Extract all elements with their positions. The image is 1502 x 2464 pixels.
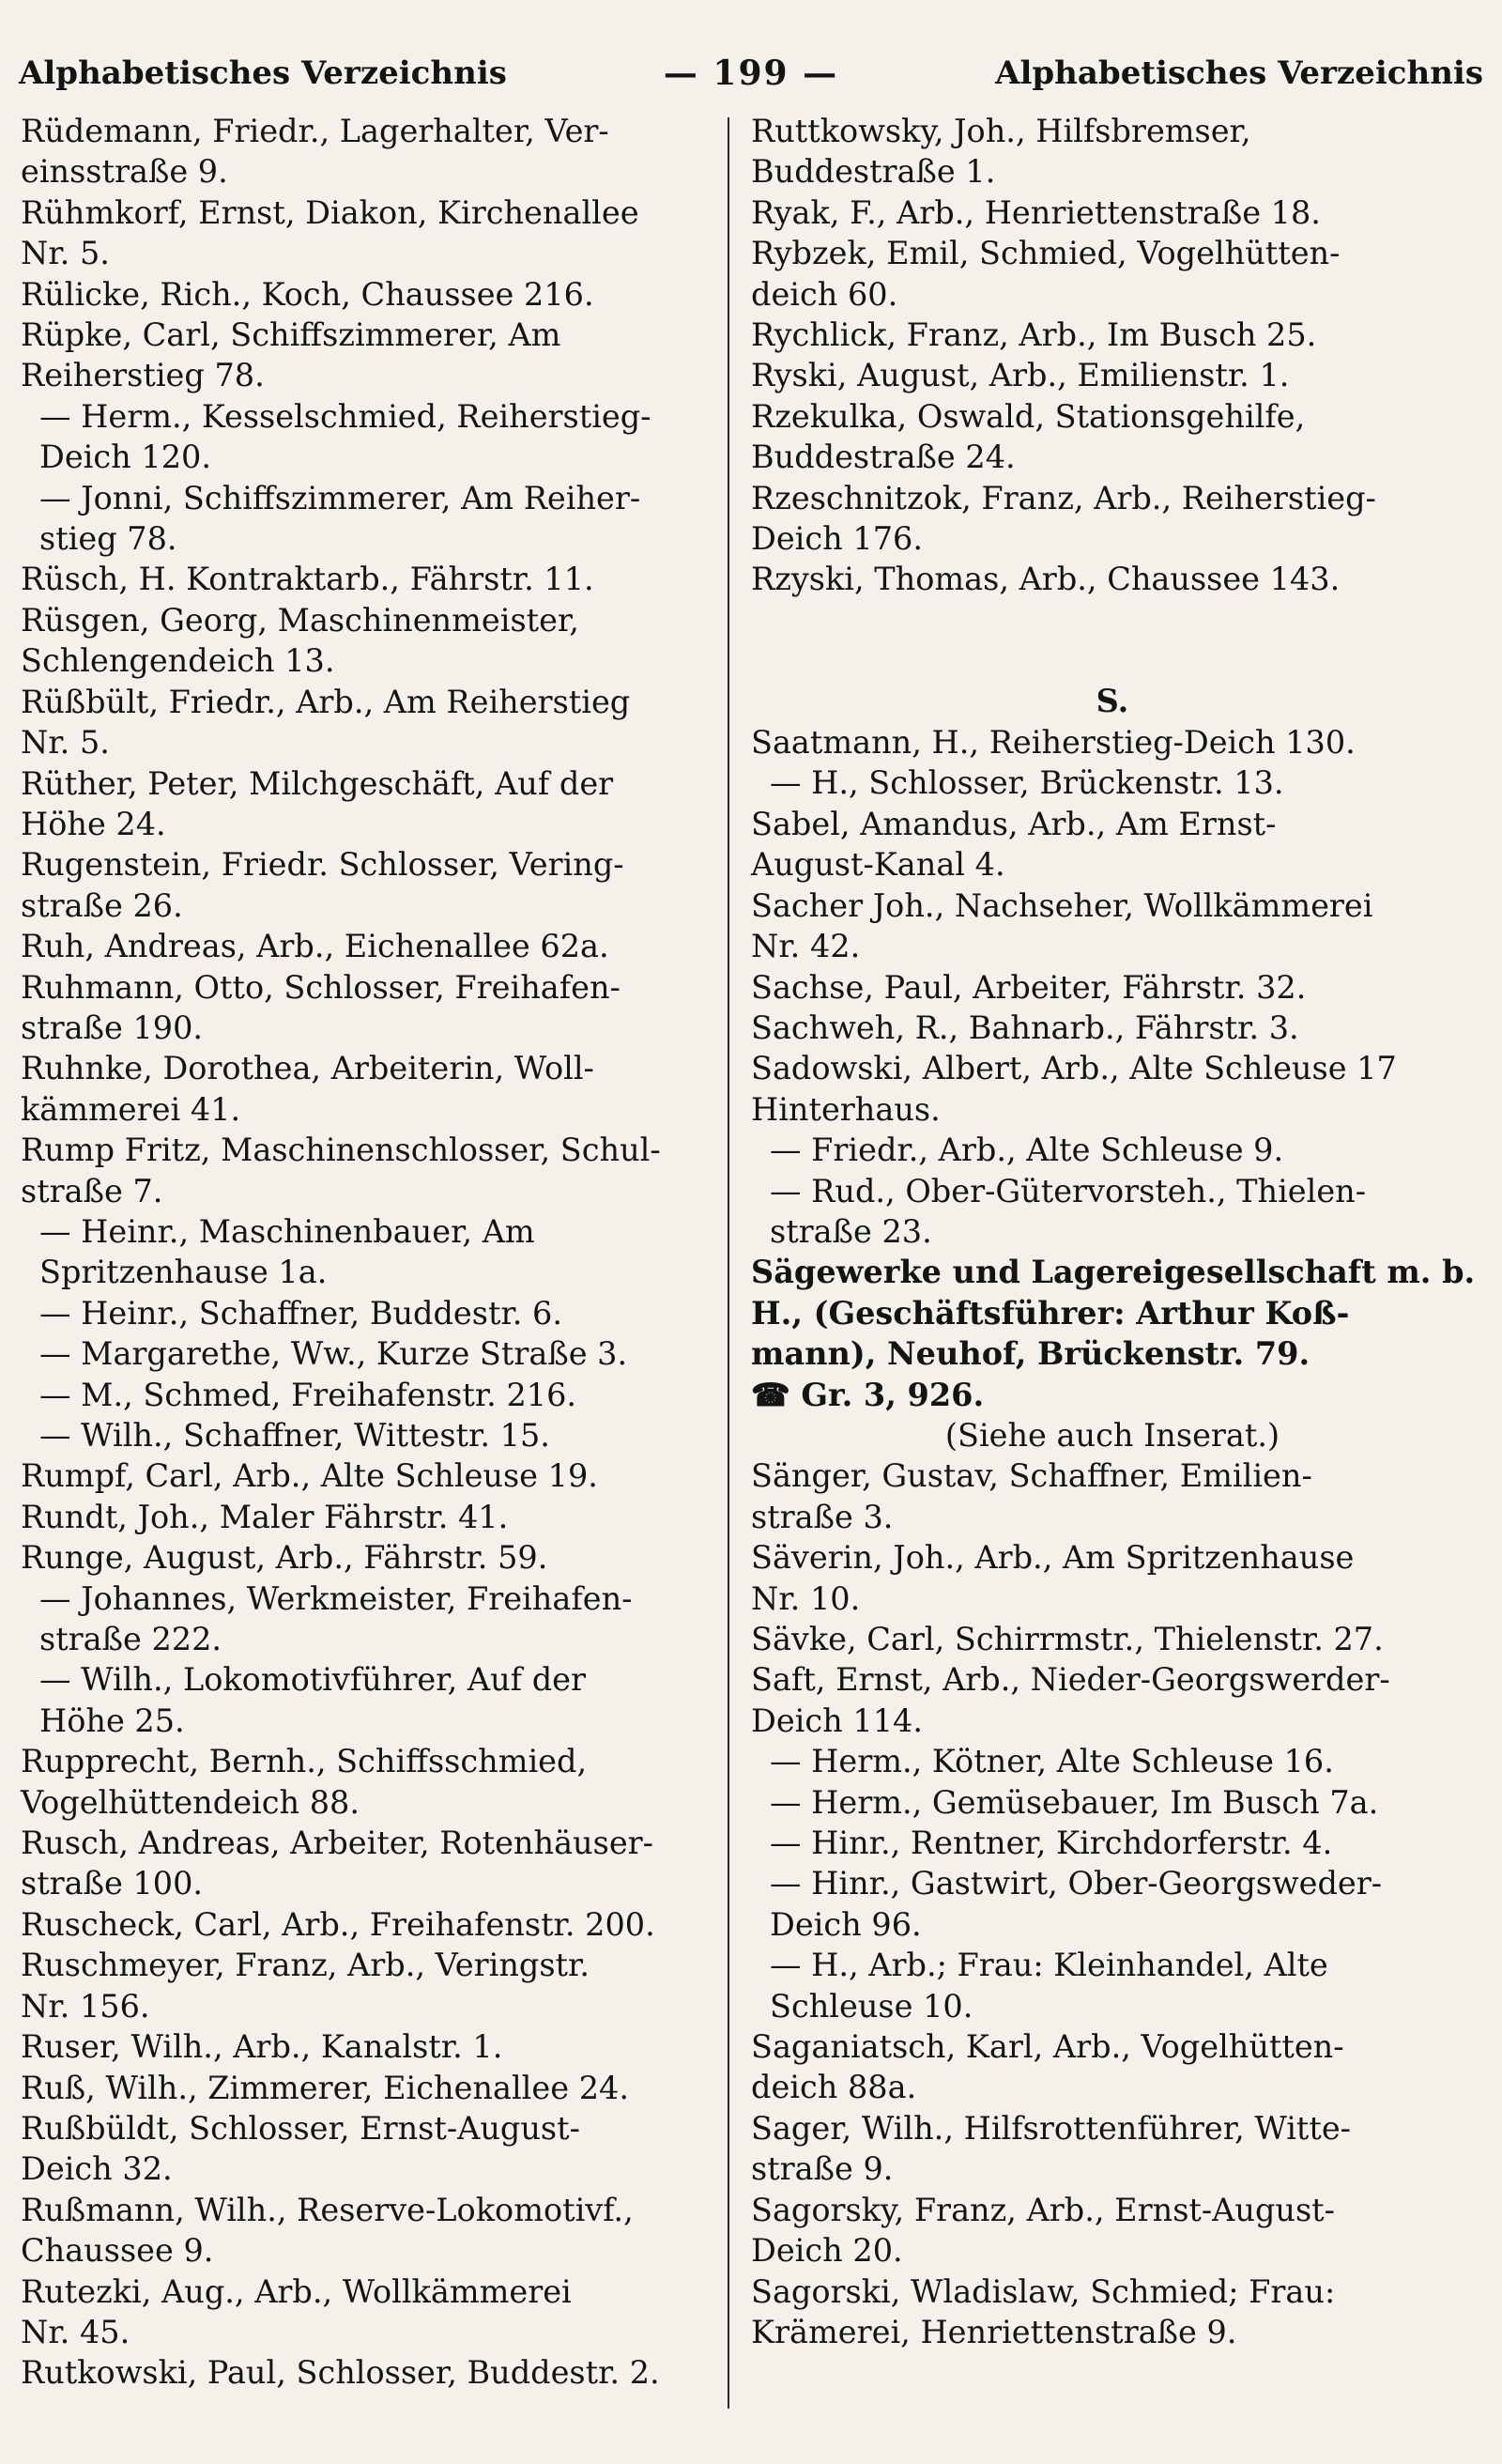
entry-line: Saganiatsch, Karl, Arb., Vogelhütten-	[751, 2028, 1344, 2066]
entry-line: Rundt, Joh., Maler Fährstr. 41.	[21, 1498, 509, 1535]
entry-line: deich 88a.	[751, 2069, 917, 2106]
entry-line: Ryski, August, Arb., Emilienstr. 1.	[751, 357, 1290, 394]
entry-line: Spritzenhause 1a.	[39, 1254, 328, 1291]
entry-line: Nr. 45.	[21, 2313, 130, 2350]
entry-line: Deich 32.	[21, 2150, 173, 2188]
directory-entry	[21, 600, 713, 682]
directory-entry	[751, 1455, 1474, 1537]
directory-entry	[21, 1659, 713, 1741]
directory-entry	[21, 1945, 713, 2026]
entry-line: Rzyski, Thomas, Arb., Chaussee 143.	[751, 561, 1341, 598]
directory-entry	[21, 682, 713, 763]
entry-line: Rüther, Peter, Milchgeschäft, Auf der	[21, 764, 614, 802]
entry-line: straße 190.	[21, 1009, 204, 1046]
advert-line: Sägewerke und Lagereigesellschaft m. b.	[751, 1254, 1476, 1291]
entry-line: Rühmkorf, Ernst, Diakon, Kirchenallee	[21, 193, 639, 231]
directory-entry	[21, 1537, 713, 1578]
directory-entry	[21, 1130, 713, 1211]
entry-line: Deich 176.	[751, 520, 923, 558]
directory-entry	[751, 1619, 1474, 1659]
directory-entry	[751, 967, 1474, 1008]
entry-line: Saft, Ernst, Arb., Nieder-Georgswerder-	[751, 1661, 1390, 1699]
directory-entry	[21, 2190, 713, 2272]
directory-entry	[21, 967, 713, 1049]
entry-line: Sager, Wilh., Hilfsrottenführer, Witte-	[751, 2109, 1352, 2147]
entry-line: Rüsch, H. Kontraktarb., Fährstr. 11.	[21, 561, 594, 598]
right-column	[751, 111, 1474, 2352]
directory-entry	[751, 233, 1474, 315]
entry-line: Ruhnke, Dorothea, Arbeiterin, Woll-	[21, 1050, 594, 1087]
entry-line: Runge, August, Arb., Fährstr. 59.	[21, 1539, 548, 1577]
entry-line: Höhe 25.	[39, 1702, 185, 1739]
directory-entry	[21, 1211, 713, 1293]
entry-line: einsstraße 9.	[21, 153, 228, 191]
entry-line: stieg 78.	[39, 520, 177, 558]
entry-line: Vogelhüttendeich 88.	[21, 1783, 360, 1821]
entry-line: Sagorski, Wladislaw, Schmied; Frau:	[751, 2272, 1336, 2310]
entry-line: straße 3.	[751, 1498, 894, 1535]
entry-line: Nr. 10.	[751, 1579, 861, 1617]
entry-line: Chaussee 9.	[21, 2232, 214, 2270]
entry-line: — Friedr., Arb., Alte Schleuse 9.	[770, 1132, 1284, 1169]
entry-line: Nr. 42.	[751, 928, 861, 965]
entry-line: Rußbüldt, Schlosser, Ernst-August-	[21, 2109, 580, 2147]
entry-line: — H., Arb.; Frau: Kleinhandel, Alte	[770, 1947, 1328, 1984]
header-left-title: Alphabetisches Verzeichnis	[19, 54, 507, 92]
entry-line: straße 100.	[21, 1865, 204, 1902]
directory-entry	[21, 1415, 713, 1455]
entry-line: deich 60.	[751, 275, 898, 313]
entry-line: Sävke, Carl, Schirrmstr., Thielenstr. 27.	[751, 1621, 1384, 1657]
spacer	[751, 600, 1474, 640]
entry-line: — Hinr., Gastwirt, Ober-Georgsweder-	[770, 1865, 1383, 1902]
directory-entry	[751, 1863, 1474, 1945]
directory-entry	[21, 559, 713, 599]
entry-line: Höhe 24.	[21, 805, 166, 842]
entry-line: Buddestraße 1.	[751, 153, 996, 191]
entry-line: Nr. 5.	[21, 235, 110, 272]
directory-entry	[21, 274, 713, 315]
directory-entry	[21, 2026, 713, 2067]
entry-line: Rüsgen, Georg, Maschinenmeister,	[21, 601, 579, 639]
entry-line: Säverin, Joh., Arb., Am Spritzenhause	[751, 1539, 1355, 1577]
directory-entry	[21, 1333, 713, 1374]
directory-entry	[751, 1945, 1474, 2026]
directory-entry	[751, 478, 1474, 560]
directory-entry	[21, 2108, 713, 2190]
entry-line: Rutezki, Aug., Arb., Wollkämmerei	[21, 2272, 572, 2310]
directory-entry	[751, 1782, 1474, 1823]
entry-line: straße 9.	[751, 2150, 894, 2188]
entry-line: Sabel, Amandus, Arb., Am Ernst-	[751, 805, 1277, 842]
entry-line: Ruttkowsky, Joh., Hilfsbremser,	[751, 113, 1251, 149]
directory-entry	[751, 559, 1474, 599]
directory-entry	[751, 722, 1474, 762]
directory-entry	[751, 886, 1474, 967]
left-column	[21, 111, 713, 2394]
entry-line: — Herm., Gemüsebauer, Im Busch 7a.	[770, 1783, 1379, 1821]
entry-line: Sachse, Paul, Arbeiter, Fährstr. 32.	[751, 968, 1307, 1006]
entry-line: — Margarethe, Ww., Kurze Straße 3.	[39, 1335, 628, 1373]
directory-entry	[21, 844, 713, 926]
entry-line: Rupprecht, Bernh., Schiffsschmied,	[21, 1743, 588, 1780]
entry-line: straße 222.	[39, 1621, 222, 1658]
entry-line: Buddestraße 24.	[751, 439, 1016, 476]
advert-note: (Siehe auch Inserat.)	[944, 1416, 1280, 1454]
directory-entry	[21, 478, 713, 560]
directory-entry	[751, 762, 1474, 803]
entry-line: Rzeschnitzok, Franz, Arb., Reiherstieg-	[751, 479, 1376, 516]
directory-entry	[21, 1741, 713, 1823]
entry-line: kämmerei 41.	[21, 1090, 241, 1128]
entry-line: Nr. 5.	[21, 724, 110, 762]
directory-entry	[751, 1823, 1474, 1863]
directory-entry	[21, 315, 713, 396]
entry-line: Schlengendeich 13.	[21, 642, 335, 680]
entry-line: Hinterhaus.	[751, 1090, 941, 1128]
entry-line: — Wilh., Lokomotivführer, Auf der	[39, 1661, 586, 1699]
directory-entry	[751, 1008, 1474, 1048]
entry-line: — Rud., Ober-Gütervorsteh., Thielen-	[770, 1172, 1367, 1209]
directory-entry	[21, 1578, 713, 1660]
entry-line: Ryak, F., Arb., Henriettenstraße 18.	[751, 193, 1321, 231]
entry-line: Krämerei, Henriettenstraße 9.	[751, 2313, 1237, 2350]
entry-line: Sacher Joh., Nachseher, Wollkämmerei	[751, 886, 1373, 924]
directory-entry	[751, 111, 1474, 192]
header-right-title: Alphabetisches Verzeichnis	[995, 54, 1483, 92]
directory-entry	[21, 2272, 713, 2353]
entry-line: Rumpf, Carl, Arb., Alte Schleuse 19.	[21, 1457, 598, 1495]
entry-line: Reiherstieg 78.	[21, 357, 265, 394]
section-letter-s: S.	[1096, 683, 1129, 720]
directory-entry	[21, 396, 713, 478]
directory-entry	[21, 192, 713, 274]
advert-lines	[751, 1252, 1476, 1415]
directory-entry	[21, 1293, 713, 1333]
entry-line: Sadowski, Albert, Arb., Alte Schleuse 17	[751, 1050, 1397, 1087]
entry-line: — M., Schmed, Freihafenstr. 216.	[39, 1376, 577, 1413]
entry-line: Rump Fritz, Maschinenschlosser, Schul-	[21, 1132, 661, 1169]
entry-line: straße 7.	[21, 1172, 163, 1209]
entry-line: Rusch, Andreas, Arbeiter, Rotenhäuser-	[21, 1825, 653, 1862]
page-header	[19, 45, 1483, 101]
directory-entry	[751, 2190, 1474, 2272]
entry-line: Deich 20.	[751, 2232, 903, 2270]
directory-entry	[21, 2068, 713, 2108]
entry-line: — Wilh., Schaffner, Wittestr. 15.	[39, 1417, 550, 1454]
directory-entry	[751, 2026, 1474, 2108]
entry-line: Ruscheck, Carl, Arb., Freihafenstr. 200.	[21, 1905, 655, 1943]
directory-entry	[751, 396, 1474, 478]
entry-line: Rutkowski, Paul, Schlosser, Buddestr. 2.	[21, 2354, 660, 2392]
entry-line: Rzekulka, Oswald, Stationsgehilfe,	[751, 397, 1306, 435]
s-entries-second	[751, 1455, 1474, 2352]
page-number: — 199 —	[663, 54, 839, 93]
entry-line: Rychlick, Franz, Arb., Im Busch 25.	[751, 316, 1317, 354]
entry-line: August-Kanal 4.	[751, 846, 1005, 884]
directory-entry	[21, 1375, 713, 1415]
entry-line: straße 26.	[21, 886, 183, 924]
entry-line: Ruh, Andreas, Arb., Eichenallee 62a.	[21, 928, 609, 965]
directory-entry	[21, 1497, 713, 1537]
entry-line: Rüdemann, Friedr., Lagerhalter, Ver-	[21, 113, 609, 149]
entry-line: Sänger, Gustav, Schaffner, Emilien-	[751, 1457, 1312, 1495]
entry-line: Sachweh, R., Bahnarb., Fährstr. 3.	[751, 1009, 1299, 1046]
entry-line: Rülicke, Rich., Koch, Chaussee 216.	[21, 275, 594, 313]
entry-line: Ruser, Wilh., Arb., Kanalstr. 1.	[21, 2028, 503, 2066]
directory-entry	[751, 1130, 1474, 1170]
entry-line: — Johannes, Werkmeister, Freihafen-	[39, 1579, 633, 1617]
advert-line: mann), Neuhof, Brückenstr. 79.	[751, 1335, 1310, 1373]
entry-line: Rußmann, Wilh., Reserve-Lokomotivf.,	[21, 2191, 634, 2228]
directory-entry	[751, 2108, 1474, 2190]
entry-line: Deich 114.	[751, 1702, 923, 1739]
entry-line: Saatmann, H., Reiherstieg-Deich 130.	[751, 724, 1356, 762]
directory-entry	[751, 1537, 1474, 1619]
directory-entry	[21, 111, 713, 192]
directory-entry	[21, 2352, 713, 2393]
s-entries-first	[751, 722, 1474, 1252]
entry-line: Ruschmeyer, Franz, Arb., Veringstr.	[21, 1947, 590, 1984]
directory-entry	[751, 1171, 1474, 1253]
entry-line: Rüpke, Carl, Schiffszimmerer, Am	[21, 316, 561, 354]
entry-line: Rugenstein, Friedr. Schlosser, Vering-	[21, 846, 624, 884]
advert-line: ☎ Gr. 3, 926.	[751, 1376, 985, 1413]
entry-line: — H., Schlosser, Brückenstr. 13.	[770, 764, 1284, 802]
directory-entry	[751, 315, 1474, 355]
entry-line: Deich 120.	[39, 439, 211, 476]
entry-line: Deich 96.	[770, 1905, 922, 1943]
directory-entry	[21, 1048, 713, 1130]
column-divider	[728, 117, 729, 2409]
r-entries	[751, 111, 1474, 600]
entry-line: — Hinr., Rentner, Kirchdorferstr. 4.	[770, 1825, 1333, 1862]
advert-line: H., (Geschäftsführer: Arthur Koß-	[751, 1294, 1350, 1332]
directory-entry	[751, 355, 1474, 395]
entry-line: Schleuse 10.	[770, 1987, 973, 2025]
entry-line: Rybzek, Emil, Schmied, Vogelhütten-	[751, 235, 1341, 272]
entry-line: Nr. 156.	[21, 1987, 150, 2025]
entry-line: — Herm., Kötner, Alte Schleuse 16.	[770, 1743, 1334, 1780]
entry-line: — Jonni, Schiffszimmerer, Am Reiher-	[39, 479, 641, 516]
directory-entry	[21, 763, 713, 845]
entry-line: straße 23.	[770, 1212, 932, 1250]
directory-entry	[751, 804, 1474, 886]
entry-line: — Heinr., Maschinenbauer, Am	[39, 1212, 535, 1250]
entry-line: Sagorsky, Franz, Arb., Ernst-August-	[751, 2191, 1335, 2228]
directory-entry	[21, 1904, 713, 1945]
directory-entry	[21, 926, 713, 966]
directory-entry	[21, 1455, 713, 1496]
entry-line: — Herm., Kesselschmied, Reiherstieg-	[39, 397, 651, 435]
advert-entry	[751, 1252, 1474, 1415]
entry-line: — Heinr., Schaffner, Buddestr. 6.	[39, 1294, 563, 1332]
directory-entry	[751, 1741, 1474, 1781]
entry-line: Ruhmann, Otto, Schlosser, Freihafen-	[21, 968, 621, 1006]
directory-entry	[751, 1659, 1474, 1741]
directory-entry	[751, 192, 1474, 233]
entry-line: Rüßbült, Friedr., Arb., Am Reiherstieg	[21, 683, 631, 720]
directory-entry	[21, 1823, 713, 1904]
entry-line: Ruß, Wilh., Zimmerer, Eichenallee 24.	[21, 2069, 629, 2106]
directory-entry	[751, 2272, 1474, 2353]
directory-entry	[751, 1048, 1474, 1130]
